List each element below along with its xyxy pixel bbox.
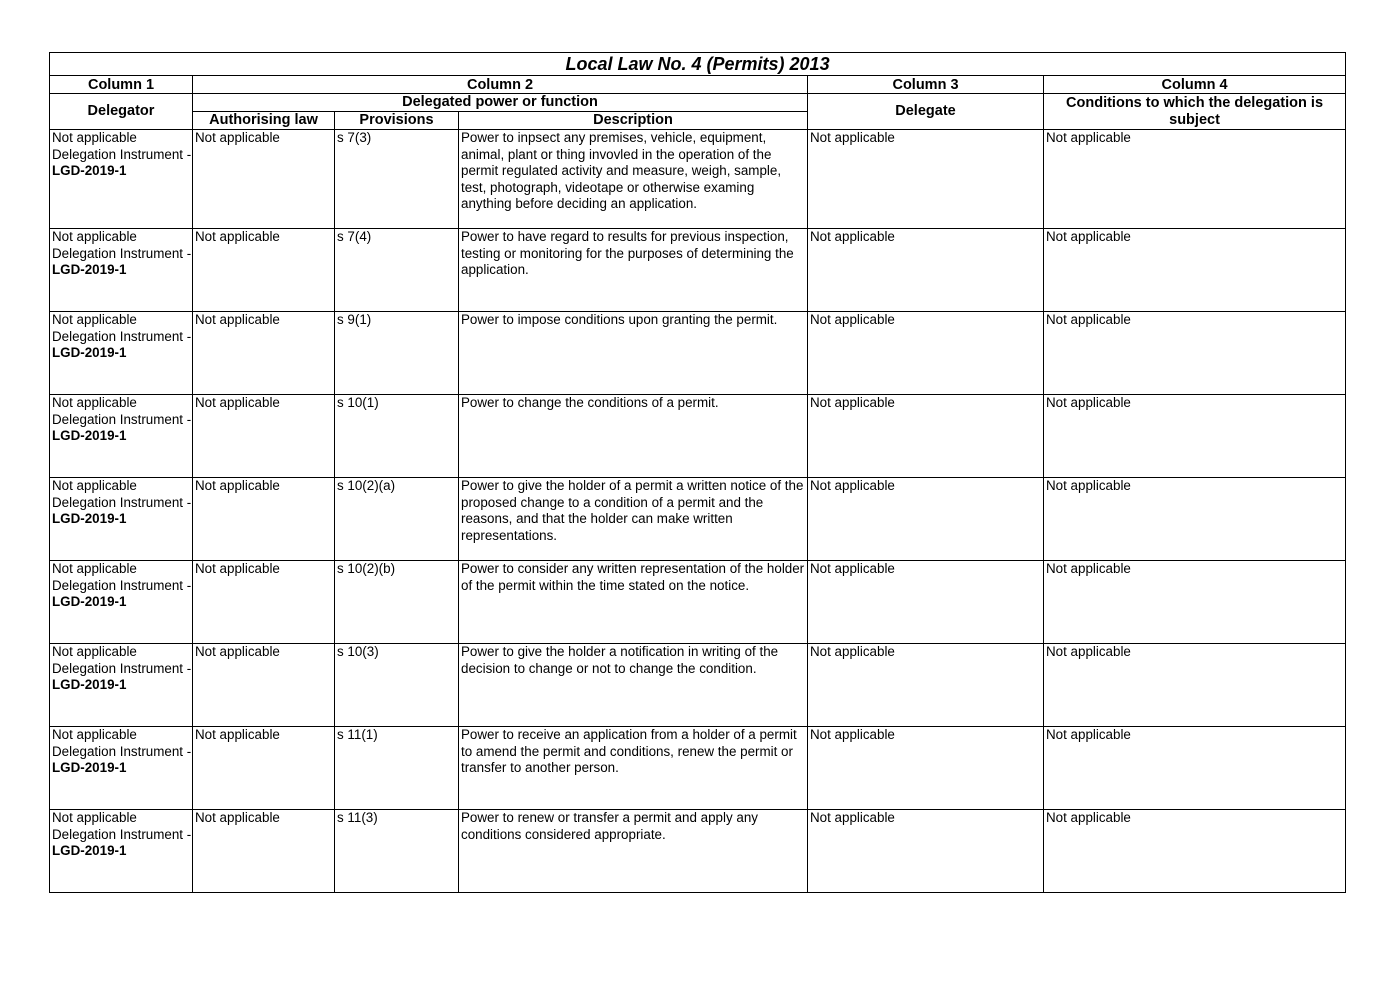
table-row [50,229,1346,312]
authorising-law-cell: Not applicable [193,229,335,312]
table-row [50,312,1346,395]
conditions-cell: Not applicable [1044,395,1346,478]
delegation-table [49,52,1346,893]
table-title: Local Law No. 4 (Permits) 2013 [50,53,1346,76]
provision-cell: s 9(1) [335,312,459,395]
authorising-law-cell: Not applicable [193,312,335,395]
conditions-header: Conditions to which the delegation is subject [1044,94,1346,130]
delegator-header: Delegator [50,94,193,130]
delegator-cell: Not applicable Delegation Instrument - LGD-2019-1 [50,810,193,893]
table-row [50,561,1346,644]
authorising-law-cell: Not applicable [193,561,335,644]
delegator-cell: Not applicable Delegation Instrument - LGD-2019-1 [50,561,193,644]
description-cell: Power to inpsect any premises, vehicle, equipment, animal, plant or thing invovled in the operation of the permit regulated activity and measure, weigh, sample, test, photograph, videotape or otherwise examing anything before deciding an application. [459,130,808,229]
delegator-cell: Not applicable Delegation Instrument - LGD-2019-1 [50,727,193,810]
delegate-cell: Not applicable [808,727,1044,810]
provision-cell: s 11(3) [335,810,459,893]
description-cell: Power to change the conditions of a permit. [459,395,808,478]
authorising-law-cell: Not applicable [193,478,335,561]
delegator-cell: Not applicable Delegation Instrument - LGD-2019-1 [50,312,193,395]
delegate-cell: Not applicable [808,644,1044,727]
delegate-cell: Not applicable [808,229,1044,312]
table-row [50,478,1346,561]
conditions-cell: Not applicable [1044,130,1346,229]
provision-cell: s 10(2)(b) [335,561,459,644]
conditions-cell: Not applicable [1044,478,1346,561]
authorising-law-cell: Not applicable [193,810,335,893]
description-cell: Power to give the holder a notification in writing of the decision to change or not to change the condition. [459,644,808,727]
instrument-code: LGD-2019-1 [52,262,127,278]
delegator-cell: Not applicable Delegation Instrument - LGD-2019-1 [50,644,193,727]
delegate-cell: Not applicable [808,561,1044,644]
description-cell: Power to consider any written representation of the holder of the permit within the time stated on the notice. [459,561,808,644]
provisions-header: Provisions [335,112,459,130]
table-row [50,727,1346,810]
conditions-cell: Not applicable [1044,644,1346,727]
delegator-cell: Not applicable Delegation Instrument - LGD-2019-1 [50,130,193,229]
authorising-law-cell: Not applicable [193,395,335,478]
instrument-code: LGD-2019-1 [52,760,127,776]
delegate-cell: Not applicable [808,478,1044,561]
authorising-law-cell: Not applicable [193,130,335,229]
description-header: Description [459,112,808,130]
column-2-header: Column 2 [193,76,808,94]
description-cell: Power to give the holder of a permit a written notice of the proposed change to a condition of a permit and the reasons, and that the holder can make written representations. [459,478,808,561]
conditions-cell: Not applicable [1044,312,1346,395]
delegate-header: Delegate [808,94,1044,130]
conditions-cell: Not applicable [1044,727,1346,810]
table-row [50,130,1346,229]
instrument-code: LGD-2019-1 [52,843,127,859]
description-cell: Power to renew or transfer a permit and apply any conditions considered appropriate. [459,810,808,893]
column-4-header: Column 4 [1044,76,1346,94]
authorising-law-cell: Not applicable [193,644,335,727]
delegate-cell: Not applicable [808,130,1044,229]
delegator-cell: Not applicable Delegation Instrument - LGD-2019-1 [50,229,193,312]
authorising-law-header: Authorising law [193,112,335,130]
column-3-header: Column 3 [808,76,1044,94]
provision-cell: s 11(1) [335,727,459,810]
instrument-code: LGD-2019-1 [52,163,127,179]
delegate-cell: Not applicable [808,810,1044,893]
authorising-law-cell: Not applicable [193,727,335,810]
column-1-header: Column 1 [50,76,193,94]
conditions-cell: Not applicable [1044,561,1346,644]
instrument-code: LGD-2019-1 [52,511,127,527]
conditions-cell: Not applicable [1044,810,1346,893]
provision-cell: s 10(1) [335,395,459,478]
provision-cell: s 7(3) [335,130,459,229]
instrument-code: LGD-2019-1 [52,677,127,693]
instrument-code: LGD-2019-1 [52,594,127,610]
instrument-code: LGD-2019-1 [52,428,127,444]
instrument-code: LGD-2019-1 [52,345,127,361]
table-row [50,810,1346,893]
conditions-cell: Not applicable [1044,229,1346,312]
delegated-power-header: Delegated power or function [193,94,808,112]
delegate-cell: Not applicable [808,312,1044,395]
description-cell: Power to have regard to results for previous inspection, testing or monitoring for the purposes of determining the application. [459,229,808,312]
delegate-cell: Not applicable [808,395,1044,478]
provision-cell: s 10(2)(a) [335,478,459,561]
provision-cell: s 7(4) [335,229,459,312]
description-cell: Power to impose conditions upon granting the permit. [459,312,808,395]
description-cell: Power to receive an application from a holder of a permit to amend the permit and conditions, renew the permit or transfer to another person. [459,727,808,810]
delegator-cell: Not applicable Delegation Instrument - LGD-2019-1 [50,395,193,478]
delegator-cell: Not applicable Delegation Instrument - LGD-2019-1 [50,478,193,561]
table-row [50,644,1346,727]
table-row [50,395,1346,478]
provision-cell: s 10(3) [335,644,459,727]
